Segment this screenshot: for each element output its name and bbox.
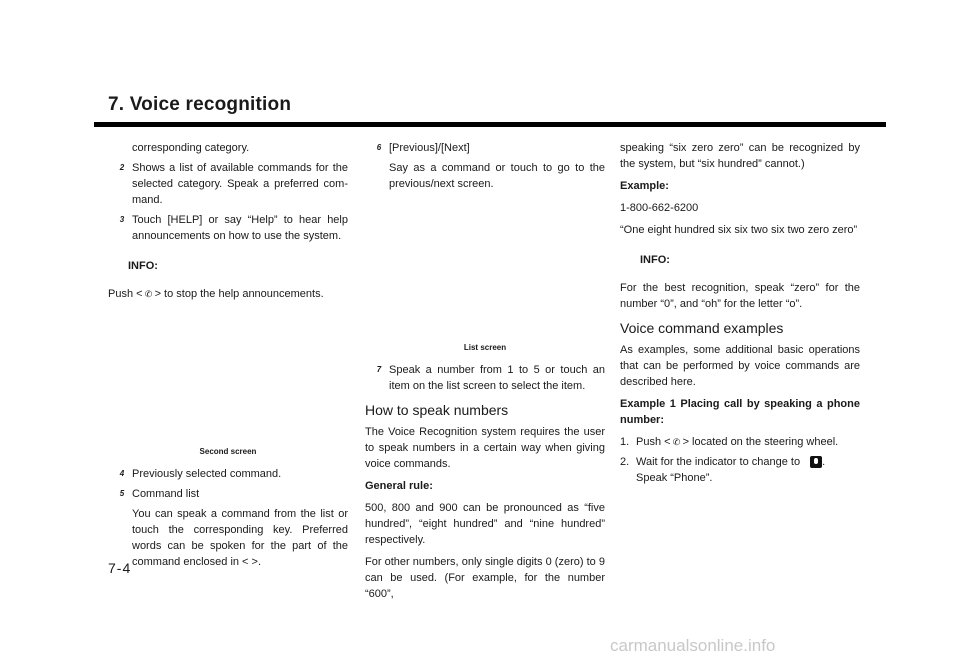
item-text: [Previous]/[Next] — [389, 142, 470, 154]
page-number: 7-4 — [108, 560, 132, 576]
column-1 — [108, 140, 348, 574]
phone-talk-icon: ✆ — [144, 289, 153, 300]
watermark: carmanualsonline.info — [610, 636, 776, 655]
list-item-2 — [108, 160, 348, 208]
figure-caption: Second screen — [199, 447, 257, 457]
item-number-badge: 3 — [119, 215, 125, 224]
info-heading: INFO: — [128, 260, 158, 272]
step-detail: Speak “Phone”. — [636, 472, 713, 485]
paragraph: For other numbers, only single digits 0 (zero) to 9 can be used. (For example, for the number “600”, — [365, 556, 605, 600]
item-text: Shows a list of available commands for the selected category. Speak a preferred com- mand. — [132, 162, 348, 206]
item-detail: You can speak a command from the list or touch the corresponding key. Preferred words can be spoken for the part of the command enclosed in < >. — [132, 508, 348, 569]
step-number: 2. — [620, 456, 630, 469]
item-text: Previously selected command. — [132, 468, 282, 481]
figure-placeholder — [108, 308, 348, 444]
list-item-5 — [108, 486, 348, 502]
section-heading: How to speak numbers — [365, 402, 509, 418]
column-3 — [620, 140, 860, 490]
example-spoken: “One eight hundred six six two six two zero zero” — [620, 224, 858, 236]
list-item-7 — [365, 362, 605, 394]
item-text: Command list — [132, 488, 200, 501]
section-heading: Voice command examples — [620, 320, 784, 336]
list-item-4 — [108, 466, 348, 482]
header-rule — [94, 122, 886, 127]
item-text: Touch [HELP] or say “Help” to hear help announcements on how to use the system. — [132, 214, 348, 242]
subheading: General rule: — [365, 480, 433, 492]
subheading: Example: — [620, 180, 669, 192]
phone-talk-icon: ✆ — [672, 437, 681, 448]
item-text: Speak a number from 1 to 5 or touch an item on the list screen to select the item. — [389, 364, 605, 392]
item-number-badge: 4 — [119, 469, 125, 479]
item-number-badge: 6 — [376, 143, 382, 152]
item-detail: Say as a command or touch to go to the previous/next screen. — [389, 162, 605, 190]
item-number-badge: 2 — [119, 163, 125, 172]
step-number: 1. — [620, 436, 630, 448]
paragraph: As examples, some additional basic operations that can be performed by voice commands are described here. — [620, 344, 860, 388]
info-heading: INFO: — [640, 254, 670, 266]
paragraph: speaking “six zero zero” can be recognized by the system, but “six hundred” cannot.) — [620, 142, 860, 170]
figure-caption: List screen — [463, 343, 507, 352]
continuation-text: corresponding category. — [132, 142, 250, 154]
item-number-badge: 5 — [119, 489, 125, 499]
step-1: 1. Push < ✆ > located on the steering wheel. — [620, 434, 860, 450]
info-text: For the best recognition, speak “zero” for the number “0”, and “oh” for the letter “o”. — [620, 282, 860, 310]
info-text: Push < ✆ > to stop the help announcements. — [108, 286, 348, 302]
subheading: Example 1 Placing call by speaking a phone number: — [620, 398, 860, 426]
list-item-6 — [365, 140, 605, 156]
example-number: 1-800-662-6200 — [620, 202, 699, 214]
step-2: 2. Wait for the indicator to change to . Speak “Phone”. — [620, 456, 826, 485]
microphone-indicator-icon — [810, 456, 822, 468]
paragraph: 500, 800 and 900 can be pronounced as “five hundred”, “eight hundred” and “nine hundred” respectively. — [365, 502, 605, 546]
item-number-badge: 7 — [376, 365, 382, 374]
column-2 — [365, 140, 605, 608]
paragraph: The Voice Recognition system requires the user to speak numbers in a certain way when giving voice commands. — [365, 426, 605, 470]
chapter-title: 7. Voice recognition — [108, 94, 292, 115]
list-item-3 — [108, 212, 348, 244]
figure-placeholder — [365, 196, 605, 340]
